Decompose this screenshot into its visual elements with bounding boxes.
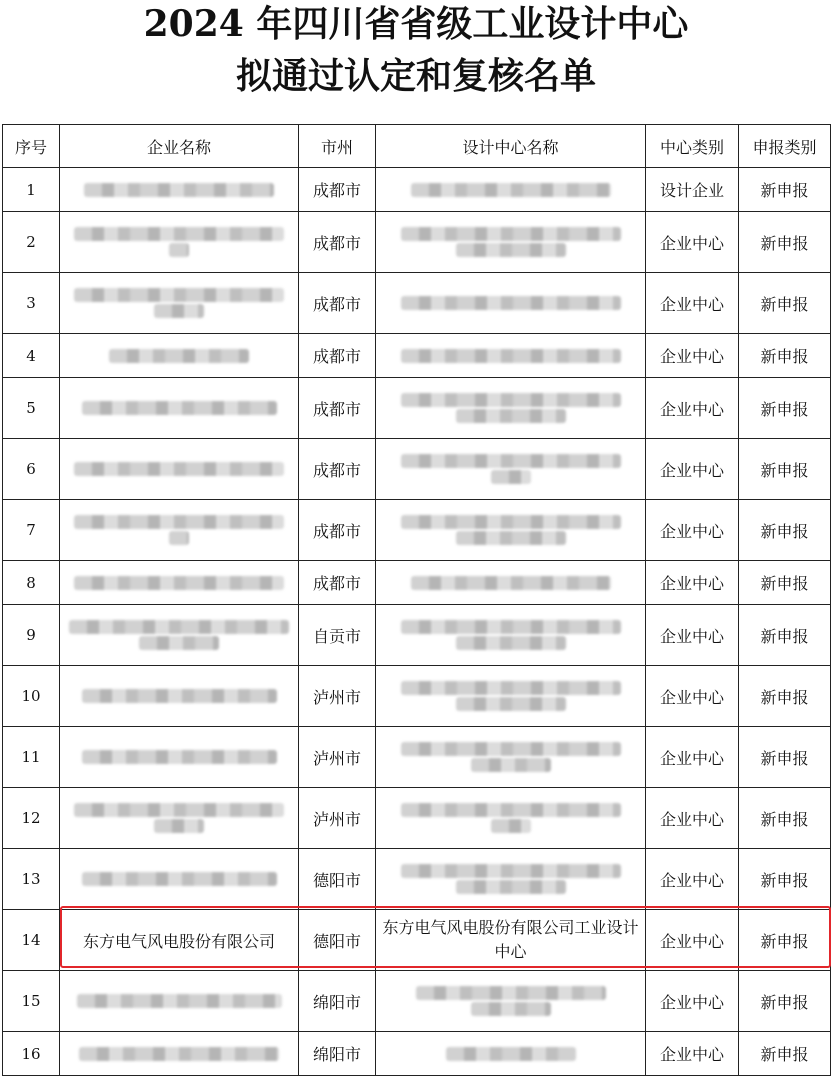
redacted-text-blur: [456, 636, 566, 650]
design-center-name-cell: [376, 561, 646, 605]
center-category-cell: 企业中心: [646, 788, 739, 849]
design-center-name-cell: [376, 439, 646, 500]
redacted-text-blur: [77, 994, 282, 1008]
serial-number-cell: 9: [3, 605, 60, 666]
redacted-text-blur: [401, 454, 621, 468]
redacted-text-blur: [456, 243, 566, 257]
redacted-text-blur: [74, 576, 284, 590]
city-cell: 成都市: [299, 212, 376, 273]
application-type-cell: 新申报: [739, 727, 831, 788]
document-title-line-1: 2024 年四川省省级工业设计中心: [143, 3, 689, 45]
redacted-text-blur: [154, 819, 204, 833]
serial-number-cell: 6: [3, 439, 60, 500]
serial-number-cell: 16: [3, 1032, 60, 1076]
redacted-text-blur: [471, 758, 551, 772]
application-type-cell: 新申报: [739, 788, 831, 849]
center-category-cell: 企业中心: [646, 273, 739, 334]
header-city: 市州: [299, 125, 376, 168]
table-header-row: [3, 125, 831, 168]
center-category-cell: 企业中心: [646, 334, 739, 378]
city-cell: 泸州市: [299, 666, 376, 727]
company-name-cell: [60, 1032, 299, 1076]
serial-number-cell: 13: [3, 849, 60, 910]
redacted-text-blur: [82, 750, 277, 764]
design-center-name-cell: [376, 666, 646, 727]
city-cell: 成都市: [299, 168, 376, 212]
application-type-cell: 新申报: [739, 605, 831, 666]
serial-number-cell: 10: [3, 666, 60, 727]
company-name-cell: [60, 212, 299, 273]
application-type-cell: 新申报: [739, 971, 831, 1032]
city-cell: 绵阳市: [299, 1032, 376, 1076]
redacted-text-blur: [416, 986, 606, 1000]
table-row: [3, 439, 831, 500]
design-center-name-cell: [376, 273, 646, 334]
company-name-cell: [60, 561, 299, 605]
redacted-text-blur: [456, 880, 566, 894]
redacted-text-blur: [82, 401, 277, 415]
city-cell: 成都市: [299, 378, 376, 439]
header-design-center-name: 设计中心名称: [376, 125, 646, 168]
design-center-name-cell: [376, 727, 646, 788]
city-cell: 泸州市: [299, 788, 376, 849]
table-row: [3, 561, 831, 605]
redacted-text-blur: [69, 620, 289, 634]
design-center-name-cell: [376, 500, 646, 561]
center-category-cell: 企业中心: [646, 378, 739, 439]
company-name-cell: [60, 500, 299, 561]
redacted-text-blur: [139, 636, 219, 650]
company-name-cell: [60, 605, 299, 666]
redacted-text-blur: [401, 515, 621, 529]
application-type-cell: 新申报: [739, 500, 831, 561]
redacted-text-blur: [456, 697, 566, 711]
table-row: [3, 727, 831, 788]
center-category-cell: 企业中心: [646, 561, 739, 605]
table-row: [3, 849, 831, 910]
design-center-name-cell: [376, 168, 646, 212]
company-name-cell: [60, 168, 299, 212]
design-center-name-cell: 东方电气风电股份有限公司工业设计中心: [376, 910, 646, 971]
company-name-cell: [60, 439, 299, 500]
redacted-text-blur: [84, 183, 274, 197]
application-type-cell: 新申报: [739, 168, 831, 212]
redacted-text-blur: [74, 288, 284, 302]
application-type-cell: 新申报: [739, 439, 831, 500]
serial-number-cell: 7: [3, 500, 60, 561]
city-cell: 泸州市: [299, 727, 376, 788]
company-name-cell: [60, 788, 299, 849]
redacted-text-blur: [411, 576, 611, 590]
table-row: [3, 378, 831, 439]
header-company-name: 企业名称: [60, 125, 299, 168]
redacted-text-blur: [401, 803, 621, 817]
company-name-cell: [60, 666, 299, 727]
table-row: [3, 334, 831, 378]
serial-number-cell: 5: [3, 378, 60, 439]
center-category-cell: 企业中心: [646, 500, 739, 561]
company-name-cell: [60, 971, 299, 1032]
table-row: [3, 605, 831, 666]
application-type-cell: 新申报: [739, 561, 831, 605]
city-cell: 德阳市: [299, 849, 376, 910]
table-row: [3, 971, 831, 1032]
serial-number-cell: 14: [3, 910, 60, 971]
company-name-cell: 东方电气风电股份有限公司: [60, 910, 299, 971]
redacted-text-blur: [74, 227, 284, 241]
design-center-name-cell: [376, 212, 646, 273]
serial-number-cell: 11: [3, 727, 60, 788]
redacted-text-blur: [74, 462, 284, 476]
redacted-text-blur: [401, 349, 621, 363]
header-center-category: 中心类别: [646, 125, 739, 168]
design-center-name-cell: [376, 971, 646, 1032]
redacted-text-blur: [401, 620, 621, 634]
redacted-text-blur: [411, 183, 611, 197]
redacted-text-blur: [82, 689, 277, 703]
application-type-cell: 新申报: [739, 849, 831, 910]
company-name-cell: [60, 334, 299, 378]
city-cell: 成都市: [299, 561, 376, 605]
city-cell: 自贡市: [299, 605, 376, 666]
center-category-cell: 企业中心: [646, 910, 739, 971]
center-category-cell: 设计企业: [646, 168, 739, 212]
serial-number-cell: 3: [3, 273, 60, 334]
table-row: [3, 212, 831, 273]
city-cell: 成都市: [299, 439, 376, 500]
serial-number-cell: 15: [3, 971, 60, 1032]
serial-number-cell: 2: [3, 212, 60, 273]
center-category-cell: 企业中心: [646, 439, 739, 500]
redacted-text-blur: [79, 1047, 279, 1061]
company-name-cell: [60, 849, 299, 910]
city-cell: 成都市: [299, 500, 376, 561]
center-category-cell: 企业中心: [646, 727, 739, 788]
redacted-text-blur: [491, 470, 531, 484]
table-row: [3, 273, 831, 334]
redacted-text-blur: [109, 349, 249, 363]
center-category-cell: 企业中心: [646, 849, 739, 910]
redacted-text-blur: [401, 227, 621, 241]
center-category-cell: 企业中心: [646, 212, 739, 273]
table-row: [3, 910, 831, 971]
serial-number-cell: 1: [3, 168, 60, 212]
table-row: [3, 500, 831, 561]
redacted-text-blur: [401, 393, 621, 407]
serial-number-cell: 8: [3, 561, 60, 605]
company-name-cell: [60, 727, 299, 788]
redacted-text-blur: [401, 681, 621, 695]
redacted-text-blur: [456, 531, 566, 545]
design-center-name-cell: [376, 605, 646, 666]
design-center-name-cell: [376, 378, 646, 439]
redacted-text-blur: [154, 304, 204, 318]
city-cell: 成都市: [299, 334, 376, 378]
redacted-text-blur: [491, 819, 531, 833]
table-row: [3, 1032, 831, 1076]
company-name-cell: [60, 273, 299, 334]
table-row: [3, 788, 831, 849]
application-type-cell: 新申报: [739, 212, 831, 273]
application-type-cell: 新申报: [739, 666, 831, 727]
design-center-name-cell: [376, 849, 646, 910]
design-center-name-cell: [376, 788, 646, 849]
application-type-cell: 新申报: [739, 1032, 831, 1076]
company-name-cell: [60, 378, 299, 439]
redacted-text-blur: [456, 409, 566, 423]
header-serial-number: 序号: [3, 125, 60, 168]
redacted-text-blur: [446, 1047, 576, 1061]
city-cell: 德阳市: [299, 910, 376, 971]
redacted-text-blur: [401, 864, 621, 878]
center-category-cell: 企业中心: [646, 605, 739, 666]
table-row: [3, 168, 831, 212]
application-type-cell: 新申报: [739, 334, 831, 378]
design-center-name-cell: [376, 334, 646, 378]
redacted-text-blur: [74, 515, 284, 529]
center-category-cell: 企业中心: [646, 666, 739, 727]
application-type-cell: 新申报: [739, 273, 831, 334]
application-type-cell: 新申报: [739, 910, 831, 971]
header-application-type: 申报类别: [739, 125, 831, 168]
center-category-cell: 企业中心: [646, 1032, 739, 1076]
redacted-text-blur: [401, 296, 621, 310]
certification-list-table: [2, 124, 831, 1076]
redacted-text-blur: [82, 872, 277, 886]
redacted-text-blur: [471, 1002, 551, 1016]
city-cell: 成都市: [299, 273, 376, 334]
city-cell: 绵阳市: [299, 971, 376, 1032]
serial-number-cell: 12: [3, 788, 60, 849]
center-category-cell: 企业中心: [646, 971, 739, 1032]
serial-number-cell: 4: [3, 334, 60, 378]
redacted-text-blur: [169, 243, 189, 257]
redacted-text-blur: [401, 742, 621, 756]
application-type-cell: 新申报: [739, 378, 831, 439]
design-center-name-cell: [376, 1032, 646, 1076]
document-title-line-2: 拟通过认定和复核名单: [235, 55, 596, 97]
table-row: [3, 666, 831, 727]
redacted-text-blur: [74, 803, 284, 817]
redacted-text-blur: [169, 531, 189, 545]
